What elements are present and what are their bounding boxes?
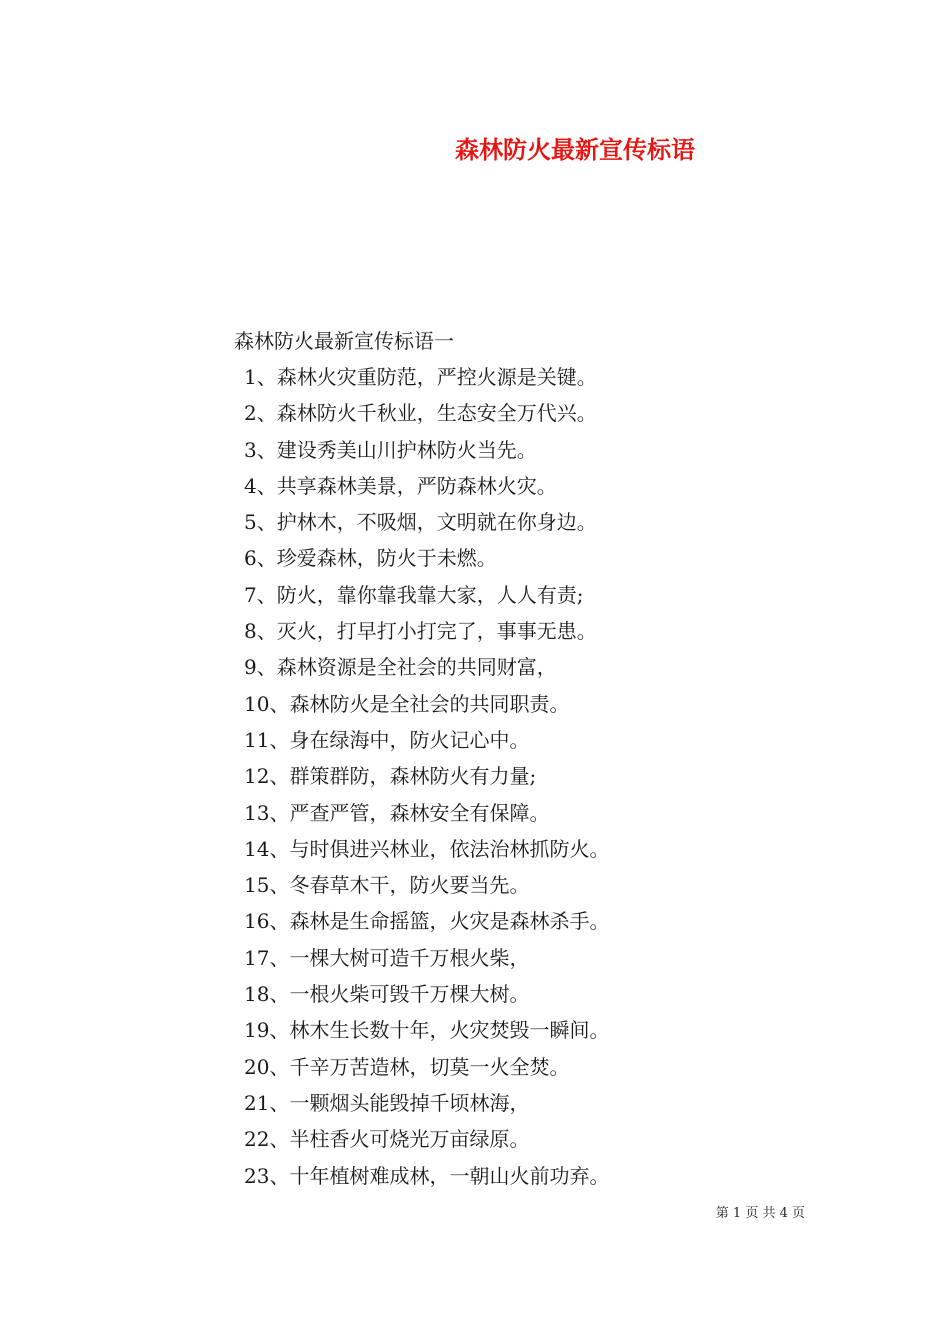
list-item: 22、半柱香火可烧光万亩绿原。 — [244, 1127, 530, 1152]
list-item: 9、森林资源是全社会的共同财富， — [244, 655, 557, 680]
list-item: 14、与时俱进兴林业，依法治林抓防火。 — [244, 836, 610, 861]
list-item: 10、森林防火是全社会的共同职责。 — [244, 691, 570, 716]
list-item: 12、群策群防，森林防火有力量; — [244, 764, 537, 789]
list-item: 11、身在绿海中，防火记心中。 — [244, 727, 530, 752]
list-item: 2、森林防火千秋业，生态安全万代兴。 — [244, 401, 597, 426]
list-item: 16、森林是生命摇篮，火灾是森林杀手。 — [244, 909, 610, 934]
list-item: 6、珍爱森林，防火于未燃。 — [244, 546, 497, 571]
page-footer: 第 1 页 共 4 页 — [715, 1206, 805, 1221]
list-item: 15、冬春草木干，防火要当先。 — [244, 873, 530, 898]
list-item: 13、严查严管，森林安全有保障。 — [244, 800, 550, 825]
list-item: 3、建设秀美山川护林防火当先。 — [244, 437, 537, 462]
list-item: 19、林木生长数十年，火灾焚毁一瞬间。 — [244, 1018, 610, 1043]
list-item: 4、共享森林美景，严防森林火灾。 — [244, 473, 557, 498]
list-item: 20、千辛万苦造林，切莫一火全焚。 — [244, 1054, 570, 1079]
section-heading: 森林防火最新宣传标语一 — [234, 329, 454, 353]
list-item: 23、十年植树难成林，一朝山火前功弃。 — [244, 1163, 610, 1188]
list-item: 21、一颗烟头能毁掉千顷林海， — [244, 1090, 530, 1115]
list-item: 7、防火，靠你靠我靠大家，人人有责; — [244, 582, 584, 607]
list-item: 1、森林火灾重防范，严控火源是关键。 — [244, 365, 597, 389]
list-item: 5、护林木，不吸烟，文明就在你身边。 — [244, 510, 597, 535]
slogan-list — [244, 362, 609, 1197]
document-title: 森林防火最新宣传标语 — [455, 135, 695, 164]
list-item: 17、一棵大树可造千万根火柴， — [244, 945, 530, 970]
list-item: 8、灭火，打早打小打完了，事事无患。 — [244, 619, 597, 644]
list-item: 18、一根火柴可毁千万棵大树。 — [244, 982, 530, 1007]
